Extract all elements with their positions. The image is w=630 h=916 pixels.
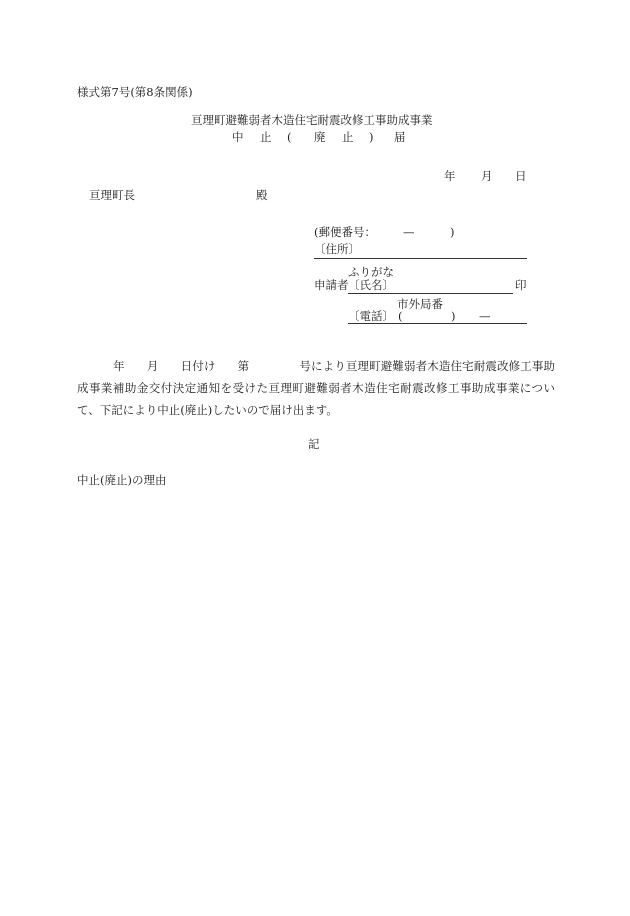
- body-paragraph: [77, 355, 555, 421]
- subtitle-char: 廃: [314, 130, 326, 144]
- area-code-label: 市外局番: [397, 297, 443, 311]
- addressee-name: 亘理町長: [89, 188, 135, 202]
- applicant-label: 申請者: [314, 278, 349, 292]
- phone-line: [348, 323, 527, 324]
- form-number: 様式第7号(第8条関係): [77, 85, 193, 99]
- subtitle-char: ): [369, 130, 374, 144]
- phone-label: 〔電話〕: [348, 309, 394, 323]
- address-line: [314, 258, 527, 259]
- subtitle-char: (: [287, 130, 292, 144]
- name-line: [348, 293, 513, 294]
- subtitle-char: 中: [232, 130, 244, 144]
- subtitle-char: 止: [260, 130, 272, 144]
- date-year: 年: [444, 169, 456, 183]
- postal-code-label: (郵便番号：: [314, 225, 376, 239]
- document-title: 亘理町避難弱者木造住宅耐震改修工事助成事業: [191, 113, 433, 127]
- phone-open-paren: (: [398, 309, 403, 323]
- addressee-honorific: 殿: [256, 188, 268, 202]
- postal-code-close: ): [450, 225, 455, 239]
- phone-dash: —: [479, 309, 491, 323]
- date-month: 月: [481, 169, 493, 183]
- body-dated: 日付け: [180, 359, 216, 373]
- body-number-prefix: 第: [237, 359, 250, 373]
- phone-close-paren: ): [451, 309, 456, 323]
- date-day: 日: [515, 169, 527, 183]
- body-text: 号により亘理町避難弱者木造住宅耐震改修工事助成事業補助金交付決定通知を受けた亘理町避難弱者木造住宅耐震改修工事助成事業について、下記により中止(廃止)したいので届け出ます。: [77, 359, 555, 417]
- furigana-label: ふりがな: [348, 265, 394, 279]
- body-month: 月: [146, 359, 159, 373]
- postal-code-dash: —: [403, 225, 415, 239]
- reason-label: 中止(廃止)の理由: [77, 473, 167, 487]
- subtitle-char: 止: [342, 130, 354, 144]
- address-label: 〔住所〕: [314, 242, 360, 256]
- ki-heading: 記: [308, 437, 320, 451]
- seal-mark: 印: [515, 278, 527, 292]
- name-label: 〔氏名〕: [348, 278, 394, 292]
- subtitle-char: 届: [394, 130, 406, 144]
- body-year: 年: [113, 359, 125, 373]
